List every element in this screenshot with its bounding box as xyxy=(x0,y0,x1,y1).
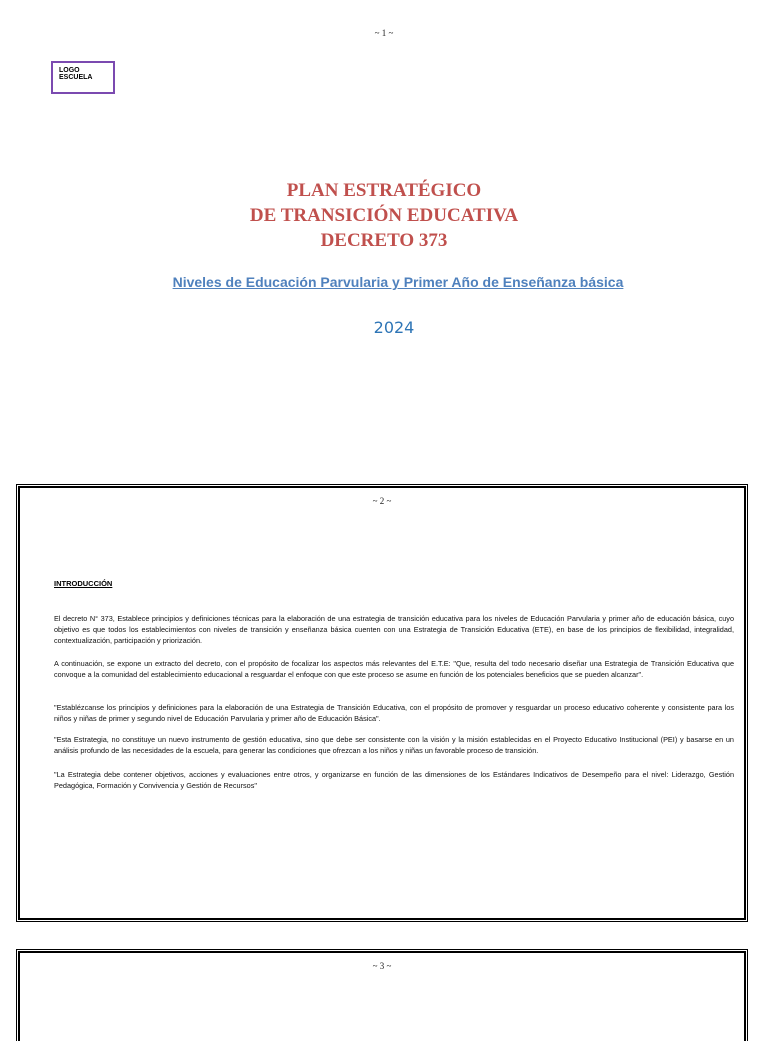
paragraph: A continuación, se expone un extracto del decreto, con el propósito de focalizar los aspectos más relevantes del E.T.E: "Que, resulta del todo necesario diseñar una Estrategia de Transición Educativa que convoque a la comunidad del establecimiento educacional a resguardar el enfoque con que este proceso se asume en función de los potenciales beneficios que se pueden alcanzar". xyxy=(54,659,734,679)
page-number: ~ 3 ~ xyxy=(372,961,392,971)
document-title-line-1: PLAN ESTRATÉGICO xyxy=(286,180,482,201)
document-title-line-3: DECRETO 373 xyxy=(320,230,448,251)
section-heading: INTRODUCCIÓN xyxy=(54,579,113,588)
paragraph: "Establézcanse los principios y definiciones para la elaboración de una Estrategia de Transición Educativa, con el propósito de promover y resguardar un proceso educativo coherente y consistente para los niños y niñas de primer y segundo nivel de Educación Parvularia y primer año de Educación Básica". xyxy=(54,703,734,723)
page-number: ~ 1 ~ xyxy=(374,28,394,38)
school-logo-placeholder: LOGO ESCUELA xyxy=(51,61,115,94)
document-title-line-2: DE TRANSICIÓN EDUCATIVA xyxy=(249,205,519,226)
page-number: ~ 2 ~ xyxy=(372,496,392,506)
page-three xyxy=(18,951,746,1041)
introduction-page xyxy=(18,486,746,920)
paragraph: "La Estrategia debe contener objetivos, acciones y evaluaciones entre otros, y organizarse en función de las dimensiones de los Estándares Indicativos de Desempeño para el nivel: Liderazgo, Gestión Pedagógica, Formación y Convivencia y Gestión de Recursos" xyxy=(54,770,734,790)
document-subtitle[interactable]: Niveles de Educación Parvularia y Primer Año de Enseñanza básica xyxy=(172,274,624,290)
document-year: 2024 xyxy=(373,318,415,337)
paragraph: "Esta Estrategia, no constituye un nuevo instrumento de gestión educativa, sino que debe ser consistente con la visión y la misión establecidas en el Proyecto Educativo Institucional (PEI) y basarse en un análisis profundo de las necesidades de la escuela, para generar las condiciones que ofrezcan a los niños y niñas un favorable proceso de transición. xyxy=(54,735,734,755)
paragraph: El decreto N° 373, Establece principios y definiciones técnicas para la elaboración de una estrategia de transición educativa para los niveles de Educación Parvularia y primer año de educación básica, cuyo objetivo es que todos los establecimientos con niveles de transición y enseñanza básica cuenten con una Estrategia de Transición Educativa (ETE), en base de los principios de flexibilidad, integralidad, contextualización, participación y priorización. xyxy=(54,614,734,645)
